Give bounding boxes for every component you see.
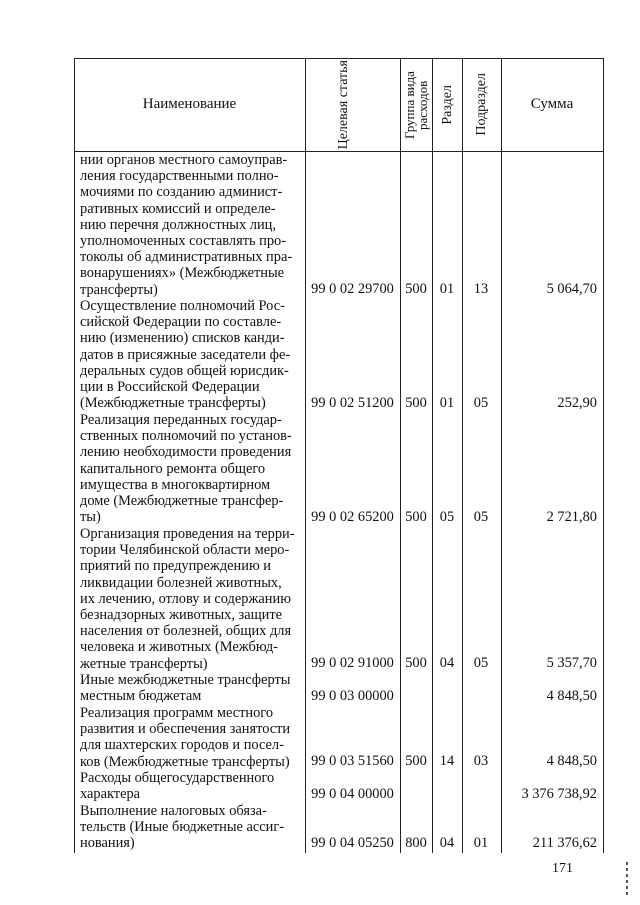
section-code: 04: [439, 655, 455, 671]
subsection-code: 05: [473, 395, 489, 411]
description-line: имущества в многоквартирном: [80, 476, 271, 493]
table-row: [74, 803, 603, 853]
header-expense-group: Группа вида расходов: [402, 70, 430, 139]
header-section: Раздел: [439, 84, 455, 125]
section-code: 01: [439, 281, 455, 297]
row-description: [80, 298, 300, 411]
expense-group-code: 800: [405, 835, 427, 851]
section-code: 01: [439, 395, 455, 411]
description-line: Реализация программ местного: [80, 705, 274, 721]
description-line: нии органов местного самоуправ-: [80, 152, 288, 168]
description-line: Иные межбюджетные трансферты: [80, 672, 291, 688]
description-line: Реализация переданных государ-: [80, 412, 282, 428]
page-number: 171: [552, 861, 573, 876]
table-row: [74, 705, 603, 770]
description-line: безнадзорных животных, защите: [80, 607, 283, 624]
header-target-article-cell: [305, 58, 400, 151]
description-line: сийской Федерации по составле-: [80, 314, 282, 331]
amount-value: 5 064,70: [546, 281, 597, 297]
description-line: ления государственными полно-: [80, 168, 279, 185]
target-article-code: 99 0 02 91000: [311, 655, 394, 671]
description-line: тельств (Иные бюджетные ассиг-: [80, 819, 285, 836]
description-line: Расходы общегосударственного: [80, 770, 275, 786]
description-line: ликвидации болезней животных,: [80, 574, 282, 591]
description-line: Осуществление полномочий Рос-: [80, 298, 285, 314]
table-row: [74, 770, 603, 803]
row-description: [80, 526, 300, 672]
description-line: капитального ремонта общего: [80, 460, 266, 477]
amount-value: 252,90: [557, 395, 597, 411]
description-line: населения от болезней, общих для: [80, 623, 292, 640]
header-subsection: Подраздел: [473, 73, 489, 136]
section-code: 05: [439, 509, 455, 525]
description-line: приятий по предупреждению и: [80, 558, 271, 575]
subsection-code: 05: [473, 655, 489, 671]
header-expense-group-cell: [400, 58, 432, 151]
amount-value: 2 721,80: [546, 509, 597, 525]
description-line: ративных комиссий и определе-: [80, 200, 276, 217]
budget-table: [74, 58, 603, 853]
target-article-code: 99 0 03 00000: [311, 688, 394, 704]
description-line: местным бюджетам: [80, 688, 202, 705]
description-line: жетные трансферты): [80, 655, 208, 672]
table-row: [74, 526, 603, 672]
description-line: человека и животных (Межбюд-: [80, 639, 278, 656]
description-line: ков (Межбюджетные трансферты): [80, 753, 290, 770]
description-line: нования): [80, 835, 135, 852]
target-article-code: 99 0 02 29700: [311, 281, 394, 297]
description-line: вонарушениях» (Межбюджетные: [80, 265, 285, 282]
description-line: ции в Российской Федерации: [80, 379, 260, 396]
target-article-code: 99 0 02 65200: [311, 509, 394, 525]
header-subsection-cell: [462, 58, 500, 151]
amount-value: 4 848,50: [546, 688, 597, 704]
target-article-code: 99 0 02 51200: [311, 395, 394, 411]
description-line: ты): [80, 509, 101, 526]
row-description: [80, 705, 300, 770]
header-section-cell: [432, 58, 462, 151]
section-code: 04: [439, 835, 455, 851]
table-row: [74, 412, 603, 526]
description-line: датов в присяжные заседатели фе-: [80, 346, 291, 363]
description-line: токолы об административных пра-: [80, 249, 293, 266]
description-line: (Межбюджетные трансферты): [80, 395, 266, 412]
description-line: лению необходимости проведения: [80, 444, 292, 461]
description-line: деральных судов общей юрисдик-: [80, 362, 289, 379]
description-line: тории Челябинской области меро-: [80, 542, 290, 559]
subsection-code: 13: [473, 281, 489, 297]
amount-value: 3 376 738,92: [521, 786, 597, 802]
description-line: уполномоченных составлять про-: [80, 233, 287, 250]
target-article-code: 99 0 04 00000: [311, 786, 394, 802]
header-name: Наименование: [142, 96, 237, 112]
target-article-code: 99 0 04 05250: [311, 835, 394, 851]
target-article-code: 99 0 03 51560: [311, 753, 394, 769]
subsection-code: 03: [473, 753, 489, 769]
row-description: [80, 770, 300, 802]
expense-group-code: 500: [405, 281, 427, 297]
expense-group-code: 500: [405, 509, 427, 525]
description-line: трансферты): [80, 281, 158, 298]
table-row: [74, 298, 603, 412]
subsection-code: 01: [473, 835, 489, 851]
description-line: Выполнение налоговых обяза-: [80, 803, 267, 819]
description-line: ственных полномочий по установ-: [80, 428, 292, 445]
header-amount: Сумма: [530, 96, 574, 112]
table-row: [74, 152, 603, 298]
description-line: нию (изменению) списков канди-: [80, 330, 285, 347]
row-description: [80, 672, 300, 704]
row-description: [80, 412, 300, 525]
table-row: [74, 672, 603, 705]
amount-value: 5 357,70: [546, 655, 597, 671]
amount-value: 4 848,50: [546, 753, 597, 769]
section-code: 14: [439, 753, 455, 769]
row-description: [80, 152, 300, 298]
description-line: Организация проведения на терри-: [80, 526, 295, 542]
description-line: мочиями по созданию админист-: [80, 184, 283, 201]
description-line: нию перечня должностных лиц,: [80, 216, 276, 233]
amount-value: 211 376,62: [532, 835, 597, 851]
description-line: доме (Межбюджетные трансфер-: [80, 493, 284, 510]
header-target-article: Целевая статья: [335, 59, 351, 150]
description-line: характера: [80, 786, 141, 803]
row-description: [80, 803, 300, 852]
scan-edge-marks: [626, 862, 628, 898]
column-divider: [603, 58, 604, 853]
expense-group-code: 500: [405, 655, 427, 671]
expense-group-code: 500: [405, 753, 427, 769]
expense-group-code: 500: [405, 395, 427, 411]
subsection-code: 05: [473, 509, 489, 525]
description-line: для шахтерских городов и посел-: [80, 737, 284, 754]
description-line: их лечению, отлову и содержанию: [80, 590, 291, 607]
description-line: развития и обеспечения занятости: [80, 721, 291, 738]
